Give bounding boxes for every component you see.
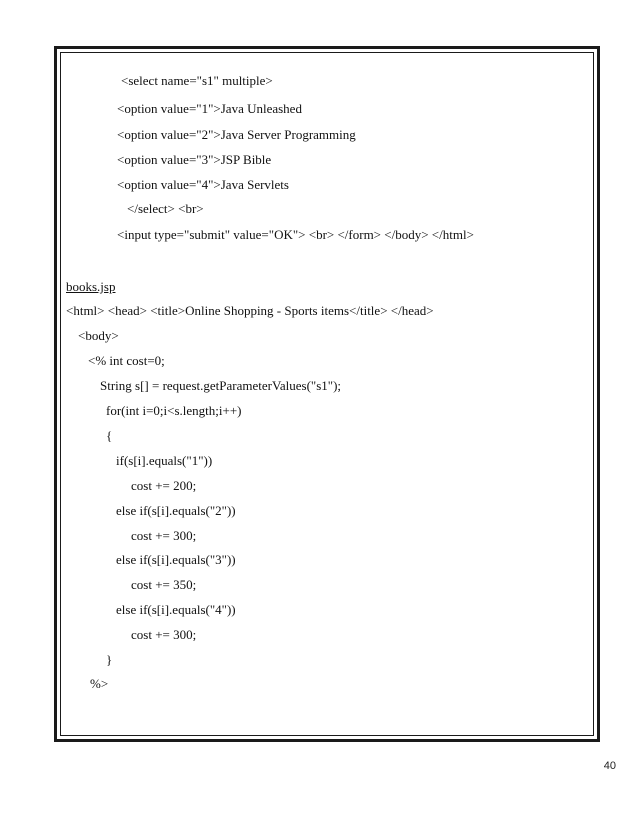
code-line-select-open: <select name="s1" multiple>: [121, 73, 273, 88]
code-line-cost-init: <% int cost=0;: [88, 353, 165, 368]
code-line-elseif-3: else if(s[i].equals("3")): [116, 552, 236, 567]
code-line-if-1: if(s[i].equals("1")): [116, 453, 213, 468]
code-line-cost-300b: cost += 300;: [131, 627, 197, 642]
page-number: 40: [603, 760, 616, 772]
code-line-option-1: <option value="1">Java Unleashed: [117, 101, 302, 116]
code-line-option-2: <option value="2">Java Server Programming: [117, 127, 356, 142]
file-name-heading: books.jsp: [66, 279, 116, 294]
code-line-for-loop: for(int i=0;i<s.length;i++): [106, 403, 242, 418]
code-line-get-params: String s[] = request.getParameterValues("s1");: [100, 378, 342, 393]
code-line-option-3: <option value="3">JSP Bible: [117, 152, 272, 167]
code-line-html-head: <html> <head> <title>Online Shopping - Sports items</title> </head>: [66, 303, 434, 318]
code-line-elseif-4: else if(s[i].equals("4")): [116, 602, 236, 617]
code-line-submit-input: <input type="submit" value="OK"> <br> </form> </body> </html>: [117, 227, 474, 242]
code-line-cost-300a: cost += 300;: [131, 528, 197, 543]
code-line-option-4: <option value="4">Java Servlets: [117, 177, 289, 192]
code-line-select-close: </select> <br>: [127, 201, 204, 216]
code-line-body: <body>: [78, 328, 119, 343]
code-line-scriptlet-end: %>: [90, 676, 109, 691]
code-line-elseif-2: else if(s[i].equals("2")): [116, 503, 236, 518]
code-line-cost-350: cost += 350;: [131, 577, 197, 592]
code-line-open-brace: {: [106, 428, 113, 443]
code-line-close-brace: }: [106, 652, 113, 667]
code-line-cost-200: cost += 200;: [131, 478, 197, 493]
